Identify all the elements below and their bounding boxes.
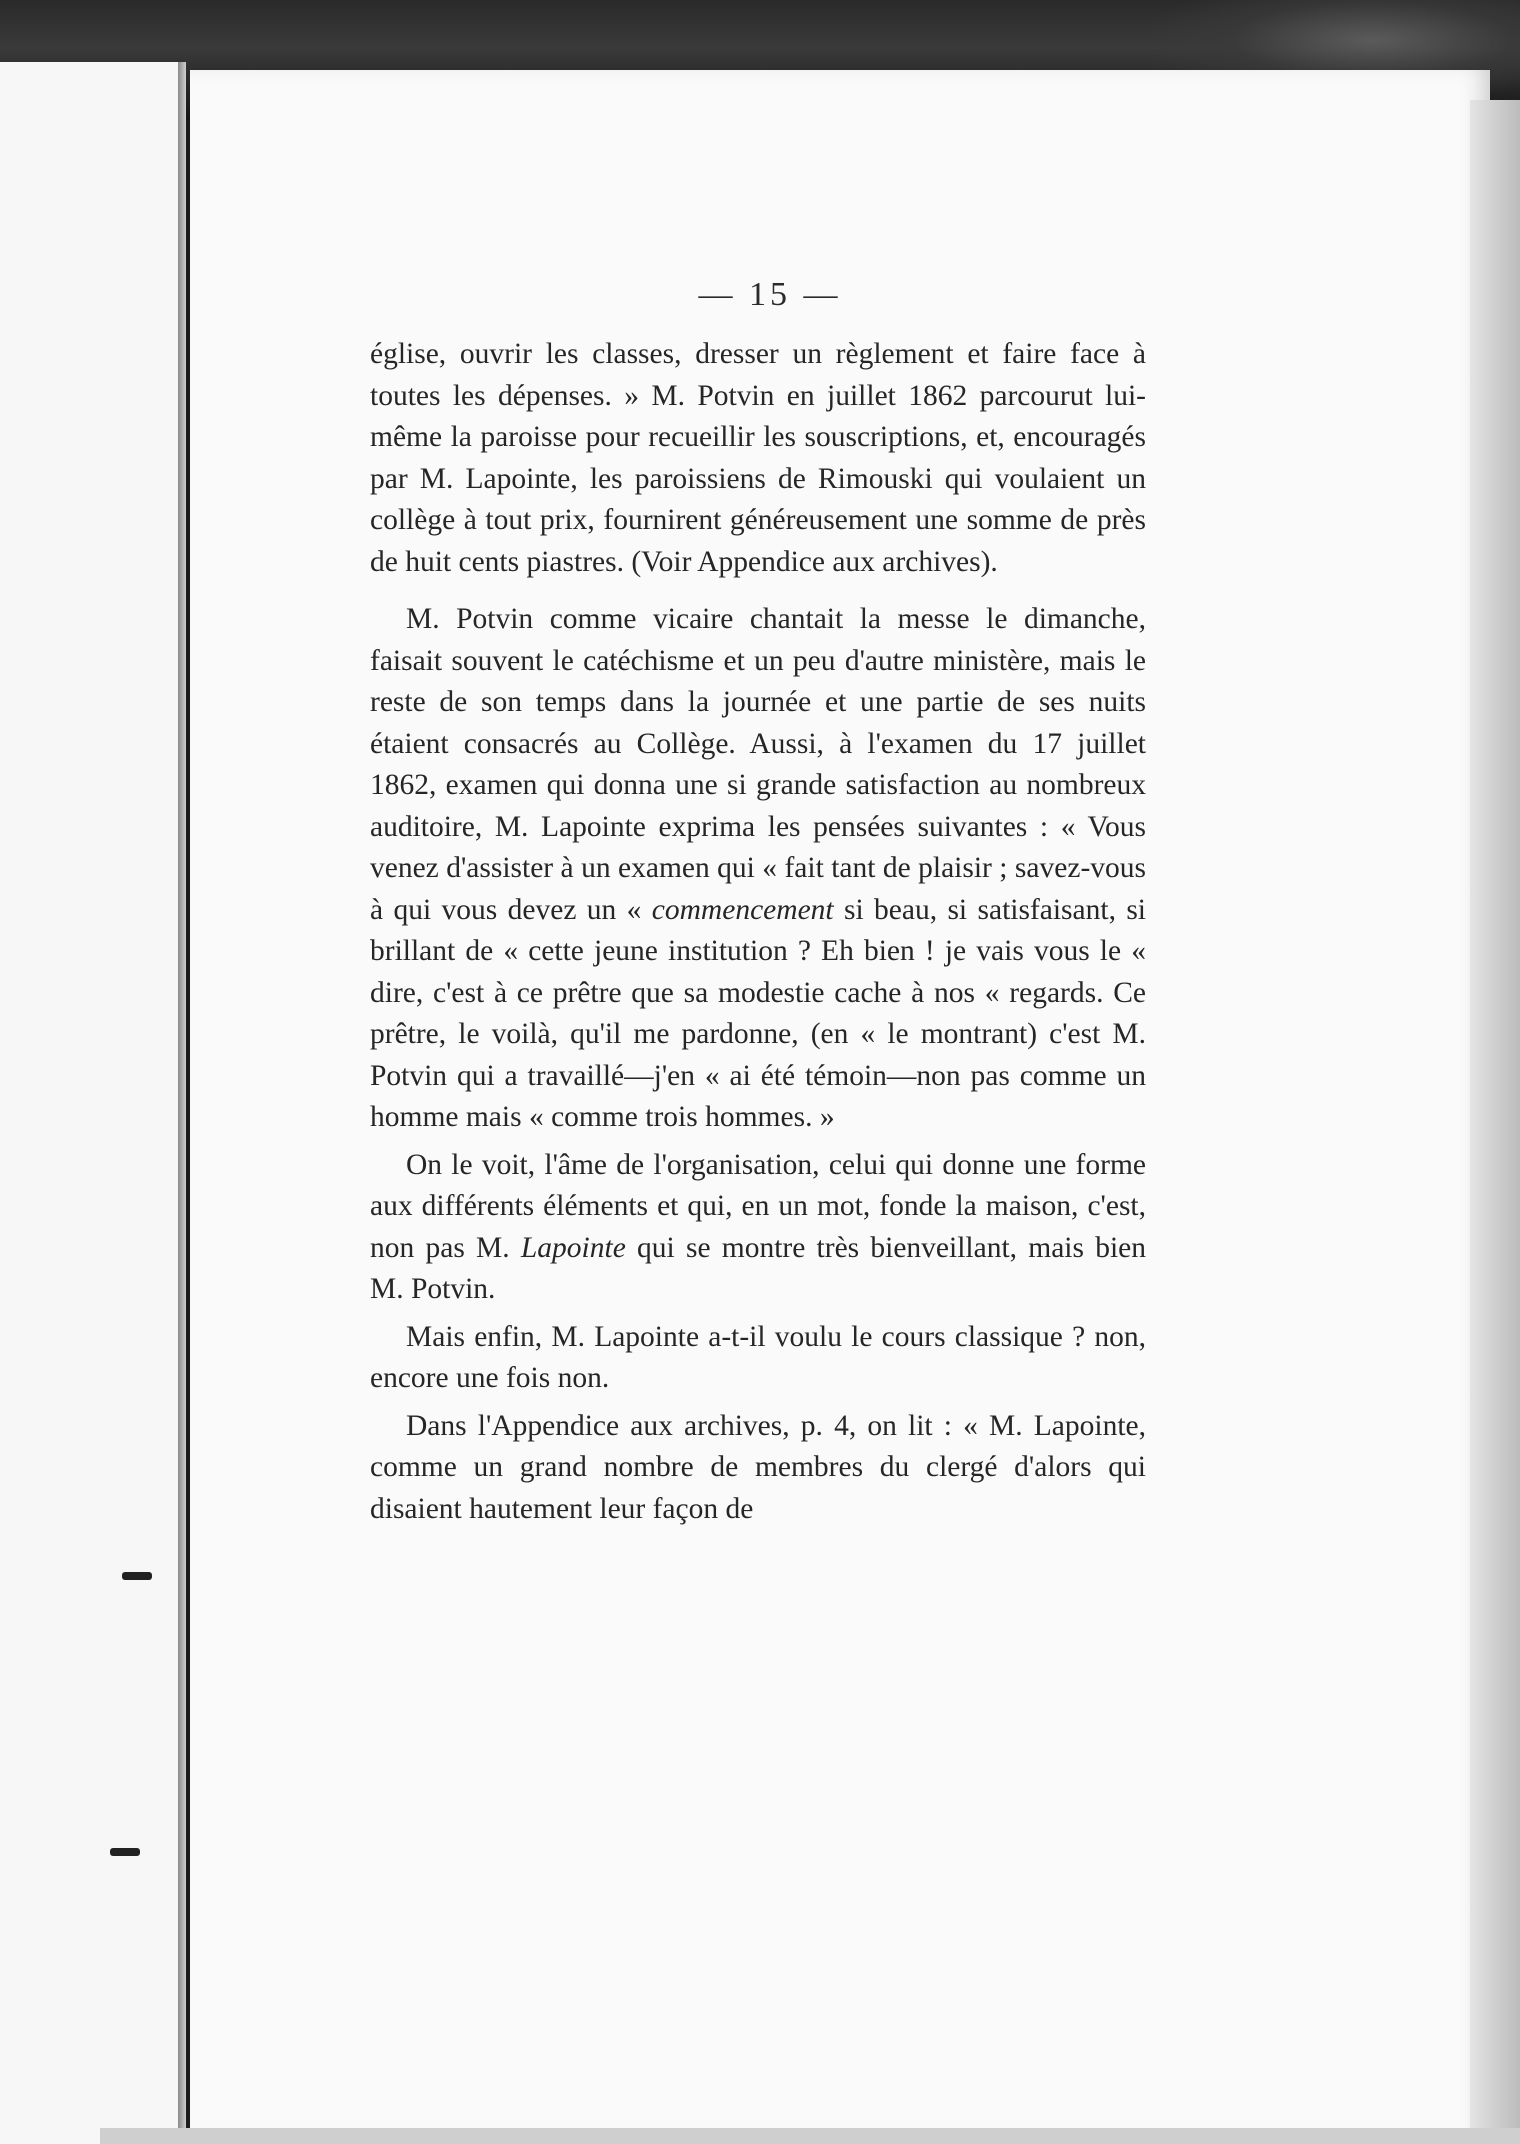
paragraph-2-part-2: si beau, si satisfaisant, si brillant de « cette jeune institution ? Eh bien ! je vais vous le « dire, c'est à ce prêtre que sa modestie cache à nos « regards. Ce prêtre, le voilà, qu'il me pardonne, (en « le montrant) c'est M. Potvin qui a travaillé—j'en « ai été témoin—non pas comme un homme mais « comme trois hommes. »	[370, 893, 1147, 1133]
paragraph-1: église, ouvrir les classes, dresser un règlement et faire face à toutes les dépenses. » M. Potvin en juillet 1862 parcourut lui-même la paroisse pour recueillir les souscriptions, et, encouragés par M. Lapointe, les paroissiens de Rimouski qui voulaient un collège à tout prix, fournirent généreusement une somme de près de huit cents piastres. (Voir Appendice aux archives).	[370, 338, 1146, 578]
paragraph-3-part-1: On le voit, l'âme de l'organisation, celui qui donne une forme aux différents éléments et qui, en un mot, fonde la maison, c'est, non pas M.	[370, 1148, 1146, 1264]
facing-page-left	[0, 62, 181, 2144]
binding-stitch	[110, 1848, 140, 1856]
paragraph-2-part-1: M. Potvin comme vicaire chantait la messe le dimanche, faisait souvent le catéchisme et un peu d'autre ministère, mais le reste de son temps dans la journée et une partie de ses nuits étaient consacrés au Collège. Aussi, à l'examen du 17 juillet 1862, examen qui donna une si grande satisfaction au nombreux auditoire, M. Lapointe exprima les pensées suivantes : « Vous venez d'assister à un examen qui « fait tant de plaisir ; savez-vous à qui vous devez un «	[370, 603, 1146, 926]
paragraph-2-italic: commencement	[651, 893, 834, 926]
page-bottom-edge	[100, 2128, 1520, 2144]
paragraph-3-part-2: qui se montre très bienveillant, mais bien M. Potvin.	[370, 1231, 1146, 1305]
paragraph-2	[370, 599, 1146, 1139]
paragraph-3	[370, 1145, 1146, 1311]
paragraph-5: Dans l'Appendice aux archives, p. 4, on lit : « M. Lapointe, comme un grand nombre de membres du clergé d'alors qui disaient hautement leur façon de	[370, 1409, 1146, 1525]
page-fold	[178, 62, 186, 2144]
paragraph-4: Mais enfin, M. Lapointe a-t-il voulu le cours classique ? non, encore une fois non.	[370, 1320, 1146, 1394]
page-body-text	[370, 334, 1146, 1530]
page-edge-right	[1470, 100, 1520, 2144]
paragraph-3-italic: Lapointe	[520, 1231, 626, 1264]
page-number: — 15 —	[698, 276, 842, 313]
binding-stitch	[122, 1572, 152, 1580]
